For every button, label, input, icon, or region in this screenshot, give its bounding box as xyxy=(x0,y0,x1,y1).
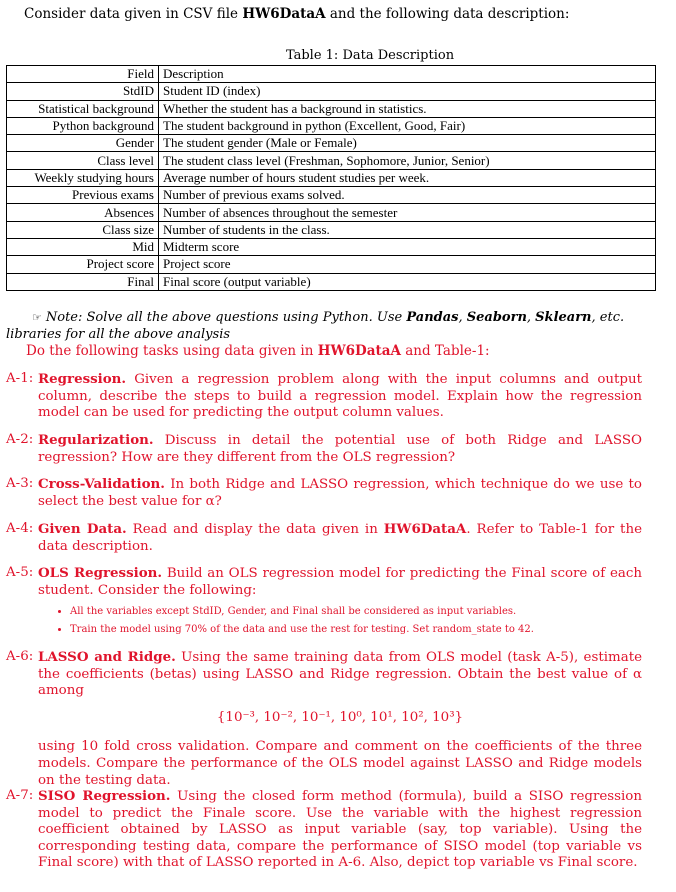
task-title: SISO Regression. xyxy=(38,788,171,804)
task-a4 xyxy=(6,521,642,555)
bullet-item: • All the variables except StdID, Gender, and Final shall be considered as input variables. xyxy=(70,603,642,621)
table-row xyxy=(7,83,656,100)
description-cell: Average number of hours student studies per week. xyxy=(159,169,656,186)
table-row xyxy=(7,256,656,273)
intro-prefix: Consider data given in CSV file xyxy=(24,6,243,22)
task-text: Using the same training data from OLS model (task A-5), estimate the coefficients (betas) using LASSO and Ridge regression. Obtain the best value of α among xyxy=(38,650,643,699)
field-cell: Gender xyxy=(7,135,159,152)
field-cell: Field xyxy=(7,66,159,83)
field-cell: Class size xyxy=(7,221,159,238)
table-row xyxy=(7,152,656,169)
field-cell: Final xyxy=(7,273,159,290)
bullet-item: • Train the model using 70% of the data and use the rest for testing. Set random_state to 42. xyxy=(70,621,642,639)
note-sep: , xyxy=(458,310,467,325)
data-description-table xyxy=(6,65,656,291)
task-number: A-3: xyxy=(6,476,34,491)
task-title: Cross-Validation. xyxy=(38,476,165,492)
table-row xyxy=(7,169,656,186)
task-a3 xyxy=(6,476,642,510)
field-cell: StdID xyxy=(7,83,159,100)
table-row xyxy=(7,187,656,204)
note-lib-seaborn: Seaborn xyxy=(466,310,527,325)
table-caption: Table 1: Data Description xyxy=(285,48,455,63)
task-text-continued: using 10 fold cross validation. Compare and comment on the coefficients of the three models. Compare the performance of the OLS model against LASSO and Ridge models on the testing data. xyxy=(38,739,642,788)
table-row xyxy=(7,100,656,117)
note-lib-sklearn: Sklearn xyxy=(535,310,592,325)
description-cell: Midterm score xyxy=(159,238,656,255)
field-cell: Project score xyxy=(7,256,159,273)
description-cell: Number of previous exams solved. xyxy=(159,187,656,204)
description-cell: Final score (output variable) xyxy=(159,273,656,290)
field-cell: Previous exams xyxy=(7,187,159,204)
task-a6 xyxy=(6,649,642,789)
alpha-values-formula: {10⁻³, 10⁻², 10⁻¹, 10⁰, 10¹, 10², 10³} xyxy=(216,709,464,725)
task-title: Given Data. xyxy=(38,521,127,537)
description-cell: The student class level (Freshman, Sophomore, Junior, Senior) xyxy=(159,152,656,169)
task-a5 xyxy=(6,565,642,639)
task-text: Build an OLS regression model for predicting the Final score of each student. Consider the following: xyxy=(38,566,642,598)
table-row xyxy=(7,66,656,83)
table-row xyxy=(7,117,656,134)
intro-file-name: HW6DataA xyxy=(242,6,326,22)
description-cell: Student ID (index) xyxy=(159,83,656,100)
table-row xyxy=(7,238,656,255)
task-title: Regularization. xyxy=(38,432,154,448)
task-number: A-6: xyxy=(6,649,34,664)
table-row xyxy=(7,204,656,221)
note xyxy=(6,309,656,343)
pointing-hand-icon: ☞ xyxy=(32,311,42,324)
note-suffix: , etc. libraries for all the above analysis xyxy=(6,310,625,342)
task-number: A-7: xyxy=(6,788,34,803)
task-title: OLS Regression. xyxy=(38,565,163,581)
tasks-intro-prefix: Do the following tasks using data given in xyxy=(26,343,318,359)
field-cell: Absences xyxy=(7,204,159,221)
table-row xyxy=(7,135,656,152)
description-cell: Description xyxy=(159,66,656,83)
task-text: Given a regression problem along with the input columns and output column, describe the steps to build a regression model. Explain how the regression model can be used for predicting the output column values. xyxy=(38,372,642,421)
task-text: Discuss in detail the potential use of both Ridge and LASSO regression? How are they different from the OLS regression? xyxy=(38,433,643,465)
tasks-intro-suffix: and Table-1: xyxy=(400,343,490,359)
task-text: In both Ridge and LASSO regression, which technique do we use to select the best value for α? xyxy=(38,477,642,509)
table-row xyxy=(7,221,656,238)
field-cell: Python background xyxy=(7,117,159,134)
field-cell: Class level xyxy=(7,152,159,169)
task-number: A-1: xyxy=(6,371,34,386)
table-body xyxy=(7,66,656,291)
field-cell: Weekly studying hours xyxy=(7,169,159,186)
task-a2 xyxy=(6,432,642,466)
description-cell: Project score xyxy=(159,256,656,273)
note-lib-pandas: Pandas xyxy=(406,310,459,325)
field-cell: Statistical background xyxy=(7,100,159,117)
note-sep: , xyxy=(526,310,536,325)
note-prefix: Note: Solve all the above questions using Python. Use xyxy=(45,310,407,325)
task-title: LASSO and Ridge. xyxy=(38,649,176,665)
field-cell: Mid xyxy=(7,238,159,255)
description-cell: Whether the student has a background in statistics. xyxy=(159,100,656,117)
tasks-intro xyxy=(26,343,490,359)
table-row xyxy=(7,273,656,290)
task-a7 xyxy=(6,788,642,872)
description-cell: The student background in python (Excellent, Good, Fair) xyxy=(159,117,656,134)
task-a1 xyxy=(6,371,642,422)
intro-text xyxy=(24,6,569,22)
task-file-name: HW6DataA xyxy=(383,521,467,537)
task-a5-bullets xyxy=(38,603,642,639)
task-number: A-2: xyxy=(6,432,34,447)
task-number: A-4: xyxy=(6,521,34,536)
intro-suffix: and the following data description: xyxy=(325,6,570,22)
description-cell: Number of students in the class. xyxy=(159,221,656,238)
task-number: A-5: xyxy=(6,565,34,580)
description-cell: Number of absences throughout the semester xyxy=(159,204,656,221)
task-text-end: . Refer to Table-1 for the data description. xyxy=(38,522,642,554)
task-title: Regression. xyxy=(38,371,127,387)
description-cell: The student gender (Male or Female) xyxy=(159,135,656,152)
tasks-intro-file: HW6DataA xyxy=(317,343,401,359)
task-text: Using the closed form method (formula), build a SISO regression model to predict the Finale score. Use the variable with the highest regression coefficient obtained by LASSO as input variable (say, top variable). Using the corresponding testing data, compare the performance of SISO model (top variable vs Final score) with that of LASSO reported in A-6. Also, depict top variable vs Final score. xyxy=(38,789,642,871)
task-text: Read and display the data given in xyxy=(132,522,384,537)
